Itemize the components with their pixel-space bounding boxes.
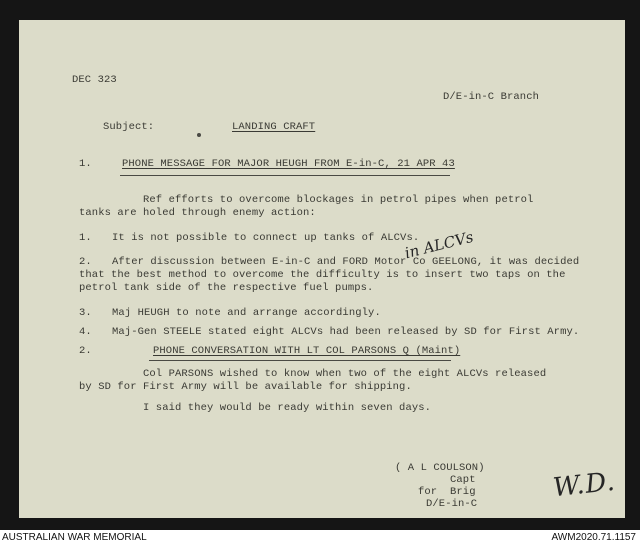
conversation-line-2: by SD for First Army will be available for shipping. (79, 381, 412, 393)
handwritten-initials: W.D. (551, 466, 618, 504)
handwritten-insertion: in ALCVs (402, 227, 476, 263)
document-page (19, 20, 625, 518)
signature-name: ( A L COULSON) (395, 462, 485, 474)
intro-line-1: Ref efforts to overcome blockages in petrol pipes when petrol (143, 194, 534, 206)
ink-dot (197, 133, 201, 137)
document-reference: DEC 323 (72, 74, 117, 86)
subject-label: Subject: (103, 121, 155, 133)
paragraph-1-text: It is not possible to connect up tanks of ALCVs. (112, 232, 420, 244)
intro-line-2: tanks are holed through enemy action: (79, 207, 316, 219)
conversation-line-3: I said they would be ready within seven days. (143, 402, 432, 414)
paragraph-1-number: 1. (79, 232, 92, 244)
footer-bar (0, 531, 640, 544)
item1-heading: PHONE MESSAGE FOR MAJOR HEUGH FROM E-in-C, 21 APR 43 (122, 158, 455, 170)
branch-label: D/E-in-C Branch (443, 91, 540, 103)
footer-accession-number: AWM2020.71.1157 (551, 532, 636, 543)
paragraph-2-line-2: that the best method to overcome the difficulty is to insert two taps on the (79, 269, 566, 281)
heading-rule-2 (149, 360, 451, 361)
signature-unit: D/E-in-C (426, 498, 478, 510)
paragraph-2-number: 2. (79, 256, 92, 268)
paragraph-2-line-1: After discussion between E-in-C and FORD Motor Co GEELONG, it was decided (112, 256, 580, 268)
item2-number: 2. (79, 345, 92, 357)
footer-source: AUSTRALIAN WAR MEMORIAL (2, 532, 147, 543)
conversation-line-1: Col PARSONS wished to know when two of the eight ALCVs released (143, 368, 547, 380)
item1-number: 1. (79, 158, 92, 170)
paragraph-3-number: 3. (79, 307, 92, 319)
item2-heading: PHONE CONVERSATION WITH LT COL PARSONS Q (Maint) (153, 345, 461, 357)
subject-title: LANDING CRAFT (232, 121, 316, 133)
signature-for: for Brig (418, 486, 476, 498)
paragraph-3-text: Maj HEUGH to note and arrange accordingly. (112, 307, 381, 319)
heading-rule (120, 175, 450, 176)
signature-rank: Capt (450, 474, 476, 486)
paragraph-2-line-3: petrol tank side of the respective fuel pumps. (79, 282, 374, 294)
paragraph-4-text: Maj-Gen STEELE stated eight ALCVs had been released by SD for First Army. (112, 326, 580, 338)
paragraph-4-number: 4. (79, 326, 92, 338)
